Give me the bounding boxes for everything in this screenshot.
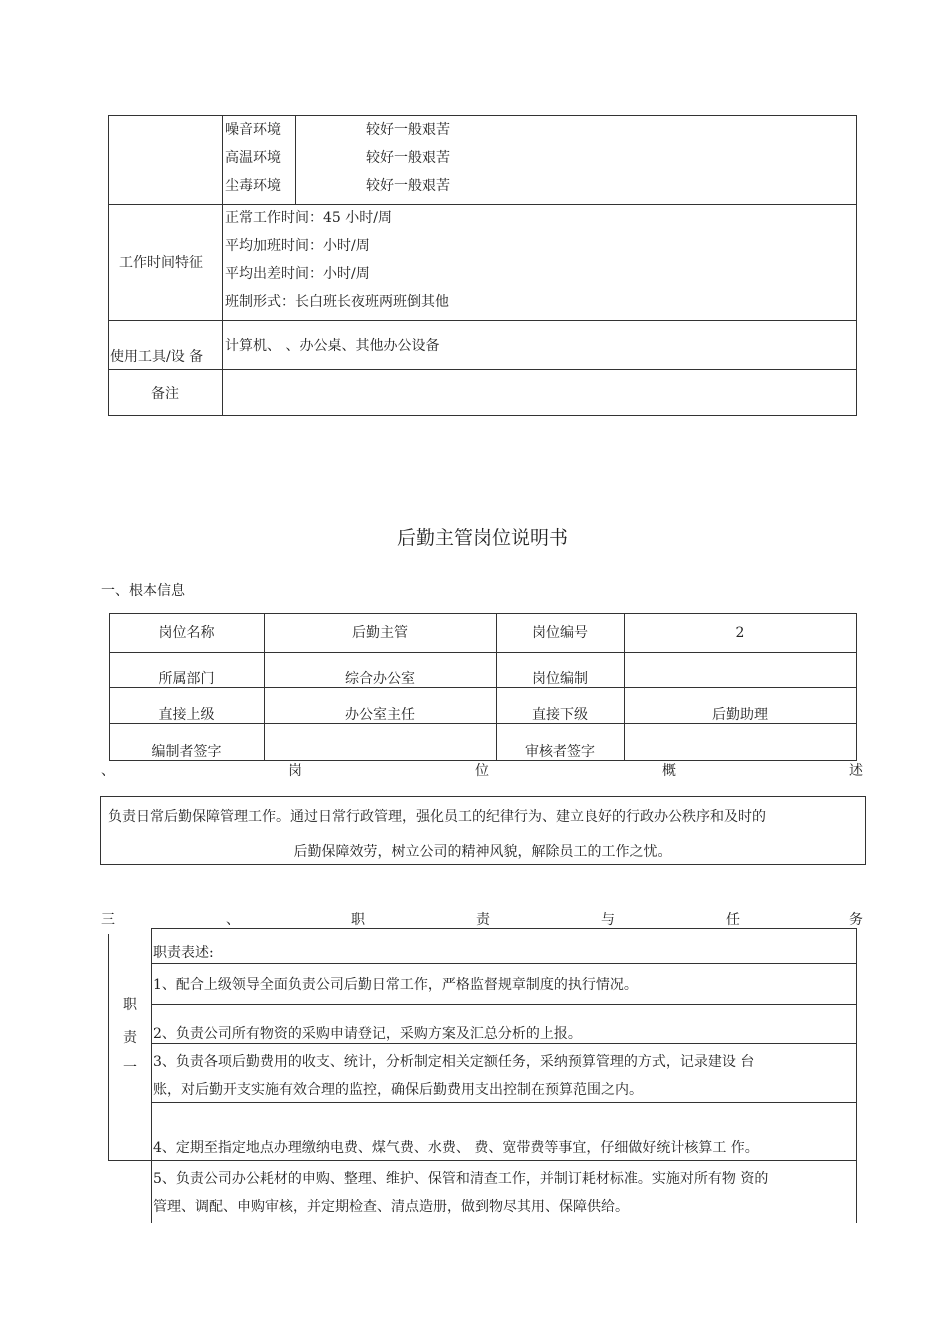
cell-author-signature-label: 编制者签字: [151, 744, 222, 760]
cell-department-label: 所属部门: [158, 671, 215, 687]
duty-side-label-char: 一: [123, 1060, 137, 1076]
heading-char: 述: [849, 763, 863, 779]
heading-char: 职: [351, 912, 365, 928]
document-title: 后勤主管岗位说明书: [396, 527, 568, 549]
work-time-travel: 平均出差时间：小时/周: [225, 266, 370, 282]
cell-subordinate-label: 直接下级: [532, 707, 588, 723]
cell-department-value: 综合办公室: [345, 671, 415, 687]
work-time-normal: 正常工作时间：45 小时/周: [225, 210, 392, 226]
cell-superior-label: 直接上级: [158, 707, 215, 723]
summary-line-1: 负责日常后勤保障管理工作。通过日常行政管理，强化员工的纪律行为、建立良好的行政办公秩序和及时的: [108, 809, 766, 825]
cell-position-name-value: 后勤主管: [352, 625, 408, 641]
tools-value: 计算机、 、办公桌、其他办公设备: [225, 338, 440, 354]
env-value-heat: 较好一般艰苦: [366, 150, 450, 166]
heading-char: 、: [226, 912, 240, 928]
heading-char: 任: [726, 912, 740, 928]
cell-position-code-value: 2: [735, 625, 745, 641]
duty-item-5-line-1: 5、负责公司办公耗材的申购、整理、维护、保管和清查工作，并制订耗材标准。实施对所有物 资的: [153, 1171, 769, 1187]
heading-char: 责: [476, 912, 490, 928]
duty-header: 职责表述:: [153, 945, 214, 961]
tools-label: 使用工具/设 备: [110, 349, 204, 365]
heading-char: 务: [849, 912, 863, 928]
duty-side-label-char: 职: [123, 997, 137, 1013]
env-value-dust: 较好一般艰苦: [366, 178, 450, 194]
env-label-noise: 噪音环境: [225, 122, 281, 138]
duty-item-4: 4、定期至指定地点办理缴纳电费、煤气费、水费、 费、宽带费等事宜，仔细做好统计核算工 作。: [153, 1140, 759, 1156]
work-time-label: 工作时间特征: [119, 255, 203, 271]
cell-position-name-label: 岗位名称: [158, 625, 215, 641]
duty-item-5-line-2: 管理、调配、申购审核，并定期检查、清点造册，做到物尽其用、保障供给。: [153, 1199, 629, 1215]
heading-char: 与: [601, 912, 615, 928]
heading-char: 概: [662, 763, 676, 779]
work-time-overtime: 平均加班时间：小时/周: [225, 238, 370, 254]
cell-position-code-label: 岗位编号: [532, 625, 588, 641]
heading-char: 岗: [288, 763, 302, 779]
env-value-noise: 较好一般艰苦: [366, 122, 450, 138]
section1-heading: 一、根本信息: [101, 583, 185, 599]
cell-reviewer-signature-label: 审核者签字: [525, 744, 595, 760]
duty-item-3-line-2: 账，对后勤开支实施有效合理的监控，确保后勤费用支出控制在预算范围之内。: [153, 1082, 643, 1098]
env-label-heat: 高温环境: [225, 150, 281, 166]
cell-headcount-label: 岗位编制: [532, 671, 588, 687]
heading-char: 、: [101, 763, 115, 779]
remarks-label: 备注: [151, 386, 179, 402]
cell-superior-value: 办公室主任: [345, 707, 415, 723]
heading-char: 位: [475, 763, 489, 779]
duty-item-2: 2、负责公司所有物资的采购申请登记，采购方案及汇总分析的上报。: [153, 1026, 582, 1042]
duty-item-3-line-1: 3、负责各项后勤费用的收支、统计，分析制定相关定额任务，采纳预算管理的方式，记录建设 台: [153, 1054, 755, 1070]
env-label-dust: 尘毒环境: [225, 178, 281, 194]
cell-subordinate-value: 后勤助理: [712, 707, 768, 723]
heading-char: 三: [101, 912, 115, 928]
duty-item-1: 1、配合上级领导全面负责公司后勤日常工作，严格监督规章制度的执行情况。: [153, 977, 638, 993]
duty-side-label-char: 责: [123, 1030, 137, 1046]
work-time-shift: 班制形式：长白班长夜班两班倒其他: [225, 294, 449, 310]
summary-line-2: 后勤保障效劳，树立公司的精神风貌，解除员工的工作之忧。: [293, 844, 672, 860]
